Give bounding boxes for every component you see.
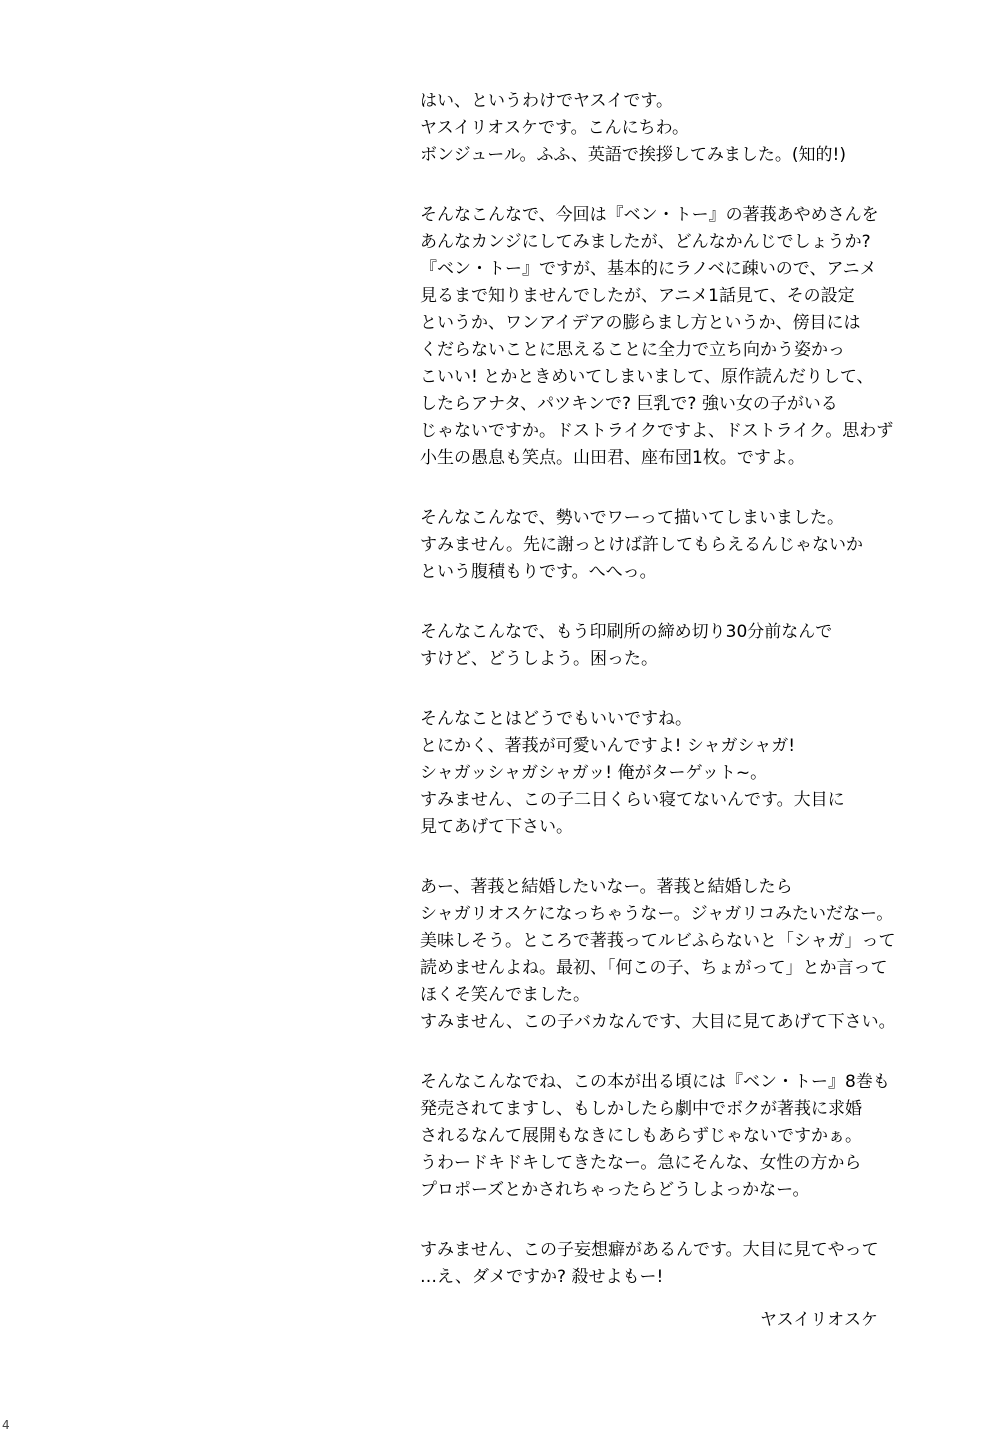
text-line: したらアナタ、パツキンで? 巨乳で? 強い女の子がいる <box>420 394 838 414</box>
text-line: そんなこんなで、もう印刷所の締め切り30分前なんで <box>420 622 833 642</box>
text-line: 『ベン・トー』ですが、基本的にラノベに疎いので、アニメ <box>420 259 877 279</box>
text-line: 見るまで知りませんでしたが、アニメ1話見て、その設定 <box>420 286 855 306</box>
text-line: というか、ワンアイデアの膨らまし方というか、傍目には <box>420 313 861 333</box>
text-line: すみません、この子二日くらい寝てないんです。大目に <box>420 790 845 810</box>
text-line: そんなこんなでね、この本が出る頃には『ベン・トー』8巻も <box>420 1072 890 1092</box>
text-line: とにかく、著莪が可愛いんですよ! シャガシャガ! <box>420 736 796 756</box>
text-line: すみません。先に謝っとけば許してもらえるんじゃないか <box>420 535 864 555</box>
text-line: そんなことはどうでもいいですね。 <box>420 709 692 729</box>
text-line: 発売されてますし、もしかしたら劇中でボクが著莪に求婚 <box>420 1099 862 1119</box>
author-signature: ヤスイリオスケ <box>760 1310 878 1330</box>
paragraph <box>420 874 920 1036</box>
text-line: 小生の愚息も笑点。山田君、座布団1枚。ですよ。 <box>420 448 805 468</box>
text-line: されるなんて展開もなきにしもあらずじゃないですかぁ。 <box>420 1126 862 1146</box>
paragraph <box>420 706 920 841</box>
text-line: すけど、どうしよう。困った。 <box>420 649 658 669</box>
text-line: 読めませんよね。最初、「何この子、ちょがって」とか言って <box>420 958 888 978</box>
text-line: そんなこんなで、勢いでワーって描いてしまいました。 <box>420 508 844 528</box>
text-line: プロポーズとかされちゃったらどうしよっかなー。 <box>420 1180 810 1200</box>
text-line: ヤスイリオスケです。こんにちわ。 <box>420 118 689 138</box>
text-line: くだらないことに思えることに全力で立ち向かう姿かっ <box>420 340 845 360</box>
text-line: はい、というわけでヤスイです。 <box>420 91 673 111</box>
afterword-text-block <box>420 88 920 1324</box>
text-line: こいい! とかときめいてしまいまして、原作読んだりして、 <box>420 367 874 387</box>
text-line: あんなカンジにしてみましたが、どんなかんじでしょうか? <box>420 232 871 252</box>
text-line: シャガッシャガシャガッ! 俺がターゲット~。 <box>420 763 768 783</box>
text-line: という腹積もりです。へへっ。 <box>420 562 657 582</box>
text-line: そんなこんなで、今回は『ベン・トー』の著莪あやめさんを <box>420 205 879 225</box>
paragraph <box>420 88 920 169</box>
text-line: 美味しそう。ところで著莪ってルビふらないと「シャガ」って <box>420 931 896 951</box>
text-line: すみません、この子妄想癖があるんです。大目に見てやって <box>420 1240 879 1260</box>
text-line: …え、ダメですか? 殺せよもー! <box>420 1267 664 1287</box>
paragraph <box>420 505 920 586</box>
paragraph <box>420 1069 920 1204</box>
paragraph <box>420 619 920 673</box>
text-line: うわードキドキしてきたなー。急にそんな、女性の方から <box>420 1153 862 1173</box>
text-line: あー、著莪と結婚したいなー。著莪と結婚したら <box>420 877 793 897</box>
text-line: すみません、この子バカなんです、大目に見てあげて下さい。 <box>420 1012 896 1032</box>
paragraph <box>420 202 920 472</box>
text-line: シャガリオスケになっちゃうなー。ジャガリコみたいだなー。 <box>420 904 894 924</box>
text-line: じゃないですか。ドストライクですよ、ドストライク。思わず <box>420 421 894 441</box>
text-line: ボンジュール。ふふ、英語で挨拶してみました。(知的!) <box>420 145 846 165</box>
text-line: ほくそ笑んでました。 <box>420 985 590 1005</box>
page-number: 4 <box>2 1418 10 1432</box>
paragraph <box>420 1237 920 1291</box>
text-line: 見てあげて下さい。 <box>420 817 573 837</box>
